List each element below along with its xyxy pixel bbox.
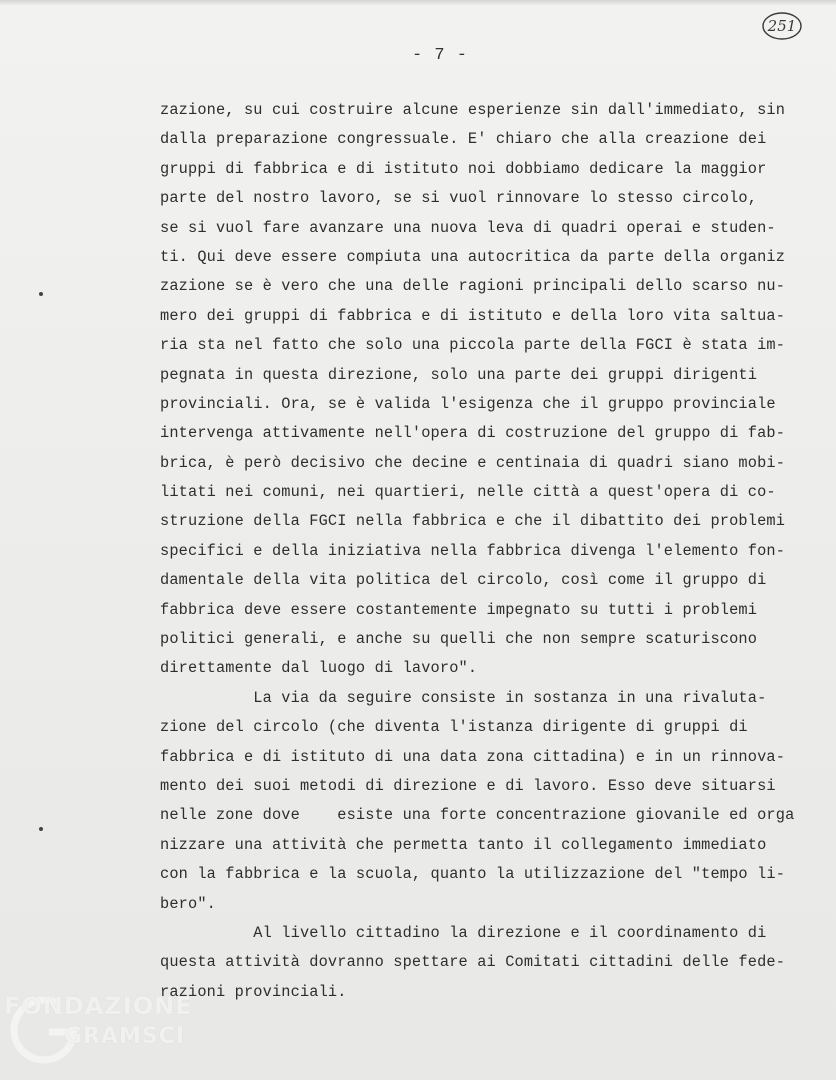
text-line: nelle zone dove esiste una forte concentrazione giovanile ed orga [160,806,795,825]
text-line: damentale della vita politica del circolo, così come il gruppo di [160,571,767,590]
text-line: nizzare una attività che permetta tanto il collegamento immediato [160,835,767,854]
text-line: mento dei suoi metodi di direzione e di lavoro. Esso deve situarsi [160,776,776,795]
text-line: brica, è però decisivo che decine e centinaia di quadri siano mobi- [160,453,786,472]
text-line: politici generali, e anche su quelli che non sempre scaturiscono [160,630,758,649]
text-line: provinciali. Ora, se è valida l'esigenza che il gruppo provinciale [160,394,776,413]
typed-body-text [160,96,826,1007]
text-line: litati nei comuni, nei quartieri, nelle città a quest'opera di co- [160,483,776,502]
fondazione-gramsci-watermark [4,990,214,1072]
text-line: bero". [160,894,216,913]
watermark-line-2: GRAMSCI [64,1024,186,1049]
text-line: zazione, su cui costruire alcune esperienze sin dall'immediato, sin [160,101,786,119]
text-line: intervenga attivamente nell'opera di costruzione del gruppo di fab- [160,424,786,443]
text-line: gruppi di fabbrica e di istituto noi dobbiamo dedicare la maggior [160,159,767,178]
text-line: zazione se è vero che una delle ragioni principali dello scarso nu- [160,277,786,296]
folio-stamp [760,10,804,42]
text-line: ti. Qui deve essere compiuta una autocritica da parte della organiz [160,247,786,266]
watermark-line-1: FONDAZIONE [4,992,193,1020]
text-line: se si vuol fare avanzare una nuova leva di quadri operai e studen- [160,218,776,237]
page-number: - 7 - [411,46,468,65]
text-line: questa attività dovranno spettare ai Comitati cittadini delle fede- [160,953,786,972]
text-line: razioni provinciali. [160,982,347,1001]
text-line: specifici e della iniziativa nella fabbrica divenga l'elemento fon- [160,541,786,560]
margin-mark [39,292,43,296]
margin-mark [39,827,43,831]
text-line: dalla preparazione congressuale. E' chiaro che alla creazione dei [160,130,767,149]
text-line: pegnata in questa direzione, solo una parte dei gruppi dirigenti [160,365,758,384]
text-line: struzione della FGCI nella fabbrica e che il dibattito dei problemi [160,512,786,531]
text-line: Al livello cittadino la direzione e il coordinamento di [160,923,767,942]
text-line: direttamente dal luogo di lavoro". [160,659,478,678]
text-line: zione del circolo (che diventa l'istanza dirigente di gruppi di [160,718,748,737]
text-line: fabbrica e di istituto di una data zona cittadina) e in un rinnova- [160,747,786,766]
text-line: ria sta nel fatto che solo una piccola parte della FGCI è stata im- [160,336,786,355]
text-line: parte del nostro lavoro, se si vuol rinnovare lo stesso circolo, [160,189,758,208]
folio-number: 251 [767,17,797,35]
text-line: La via da seguire consiste in sostanza in una rivaluta- [160,688,767,707]
text-line: con la fabbrica e la scuola, quanto la utilizzazione del "tempo li- [160,865,786,884]
text-line: mero dei gruppi di fabbrica e di istituto e della loro vita saltua- [160,306,786,325]
text-line: fabbrica deve essere costantemente impegnato su tutti i problemi [160,600,758,619]
